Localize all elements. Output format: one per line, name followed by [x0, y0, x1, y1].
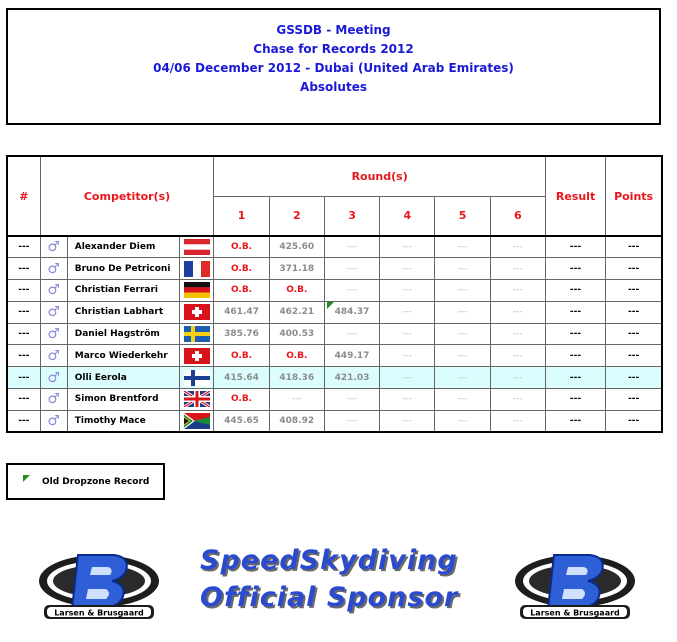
points-cell: --- — [606, 410, 662, 432]
round-1-cell: 385.76 — [214, 323, 269, 345]
round-5-cell: --- — [435, 345, 490, 367]
round-6-cell: --- — [490, 236, 545, 258]
legend-box — [6, 463, 165, 500]
round-5-header: 5 — [435, 196, 490, 236]
round-1-cell: O.B. — [214, 280, 269, 302]
rank-cell: --- — [7, 345, 40, 367]
round-3-cell: 421.03 — [324, 367, 379, 389]
results-table — [6, 155, 663, 433]
round-6-cell: --- — [490, 323, 545, 345]
round-4-cell: --- — [380, 323, 435, 345]
results-body — [7, 236, 662, 432]
male-icon: ♂ — [40, 258, 67, 280]
result-cell: --- — [545, 258, 605, 280]
sponsor-logo-left-icon — [34, 545, 164, 625]
round-value: 484.37 — [334, 307, 370, 318]
rank-cell: --- — [7, 280, 40, 302]
competitor-header: Competitor(s) — [40, 156, 214, 236]
round-2-cell: 418.36 — [269, 367, 324, 389]
round-3-cell: 449.17 — [324, 345, 379, 367]
round-5-cell: --- — [435, 367, 490, 389]
points-cell: --- — [606, 301, 662, 323]
round-3-cell: --- — [324, 323, 379, 345]
sponsor-logo-left-text: Larsen & Brusgaard — [54, 608, 144, 618]
record-marker-icon — [23, 475, 30, 482]
rank-header: # — [7, 156, 40, 236]
result-cell: --- — [545, 367, 605, 389]
round-5-cell: --- — [435, 389, 490, 411]
result-cell: --- — [545, 301, 605, 323]
male-icon: ♂ — [40, 301, 67, 323]
male-icon: ♂ — [40, 389, 67, 411]
table-row — [7, 236, 662, 258]
round-5-cell: --- — [435, 301, 490, 323]
round-6-cell: --- — [490, 389, 545, 411]
competitor-name: Olli Eerola — [67, 367, 180, 389]
round-2-cell: O.B. — [269, 345, 324, 367]
table-row — [7, 367, 662, 389]
result-cell: --- — [545, 345, 605, 367]
rank-cell: --- — [7, 301, 40, 323]
table-row — [7, 389, 662, 411]
switzerland-flag-icon — [180, 301, 214, 323]
round-3-cell — [324, 301, 379, 323]
round-6-cell: --- — [490, 410, 545, 432]
event-header — [6, 8, 661, 125]
round-4-cell: --- — [380, 301, 435, 323]
male-icon: ♂ — [40, 236, 67, 258]
round-5-cell: --- — [435, 258, 490, 280]
male-icon: ♂ — [40, 410, 67, 432]
table-row — [7, 301, 662, 323]
points-cell: --- — [606, 258, 662, 280]
uk-flag-icon — [180, 389, 214, 411]
round-2-header: 2 — [269, 196, 324, 236]
legend-label: Old Dropzone Record — [42, 477, 150, 487]
event-organization: GSSDB - Meeting — [276, 23, 391, 37]
rank-cell: --- — [7, 323, 40, 345]
points-cell: --- — [606, 280, 662, 302]
round-4-cell: --- — [380, 258, 435, 280]
rounds-header: Round(s) — [214, 156, 546, 196]
rank-cell: --- — [7, 389, 40, 411]
round-3-cell: --- — [324, 389, 379, 411]
event-date-location: 04/06 December 2012 - Dubai (United Arab Emirates) — [153, 61, 514, 75]
result-header: Result — [545, 156, 605, 236]
male-icon: ♂ — [40, 345, 67, 367]
round-6-header: 6 — [490, 196, 545, 236]
round-5-cell: --- — [435, 410, 490, 432]
round-4-cell: --- — [380, 410, 435, 432]
round-2-cell: 371.18 — [269, 258, 324, 280]
round-1-cell: 415.64 — [214, 367, 269, 389]
sponsor-line-2: Official Sponsor — [200, 582, 459, 613]
record-marker-icon — [327, 302, 334, 309]
round-2-cell: O.B. — [269, 280, 324, 302]
table-row — [7, 258, 662, 280]
sponsor-logo-right-icon — [510, 545, 640, 625]
finland-flag-icon — [180, 367, 214, 389]
rank-cell: --- — [7, 236, 40, 258]
austria-flag-icon — [180, 236, 214, 258]
rank-cell: --- — [7, 258, 40, 280]
points-header: Points — [606, 156, 662, 236]
competitor-name: Bruno De Petriconi — [67, 258, 180, 280]
round-2-cell: 425.60 — [269, 236, 324, 258]
sponsor-logo-right-text: Larsen & Brusgaard — [530, 608, 620, 618]
round-2-cell: 400.53 — [269, 323, 324, 345]
competitor-name: Timothy Mace — [67, 410, 180, 432]
rank-cell: --- — [7, 367, 40, 389]
rank-cell: --- — [7, 410, 40, 432]
round-1-cell: 461.47 — [214, 301, 269, 323]
competitor-name: Marco Wiederkehr — [67, 345, 180, 367]
round-5-cell: --- — [435, 280, 490, 302]
south-africa-flag-icon — [180, 410, 214, 432]
round-3-cell: --- — [324, 236, 379, 258]
round-4-cell: --- — [380, 367, 435, 389]
france-flag-icon — [180, 258, 214, 280]
round-3-cell: --- — [324, 410, 379, 432]
competitor-name: Daniel Hagström — [67, 323, 180, 345]
round-1-cell: O.B. — [214, 389, 269, 411]
round-2-cell: --- — [269, 389, 324, 411]
round-4-cell: --- — [380, 389, 435, 411]
male-icon: ♂ — [40, 323, 67, 345]
round-2-cell: 462.21 — [269, 301, 324, 323]
round-1-header: 1 — [214, 196, 269, 236]
round-1-cell: O.B. — [214, 258, 269, 280]
round-4-cell: --- — [380, 236, 435, 258]
round-5-cell: --- — [435, 236, 490, 258]
table-row — [7, 280, 662, 302]
sponsor-banner — [200, 542, 490, 616]
round-3-header: 3 — [324, 196, 379, 236]
event-title: Chase for Records 2012 — [253, 42, 414, 56]
points-cell: --- — [606, 367, 662, 389]
round-4-cell: --- — [380, 280, 435, 302]
points-cell: --- — [606, 236, 662, 258]
result-cell: --- — [545, 410, 605, 432]
table-row — [7, 410, 662, 432]
round-2-cell: 408.92 — [269, 410, 324, 432]
sponsor-line-1: SpeedSkydiving — [200, 545, 458, 576]
switzerland-flag-icon — [180, 345, 214, 367]
male-icon: ♂ — [40, 280, 67, 302]
points-cell: --- — [606, 389, 662, 411]
table-row — [7, 323, 662, 345]
sweden-flag-icon — [180, 323, 214, 345]
male-icon: ♂ — [40, 367, 67, 389]
round-3-cell: --- — [324, 258, 379, 280]
competitor-name: Simon Brentford — [67, 389, 180, 411]
result-cell: --- — [545, 389, 605, 411]
result-cell: --- — [545, 236, 605, 258]
germany-flag-icon — [180, 280, 214, 302]
event-category: Absolutes — [300, 80, 367, 94]
round-4-cell: --- — [380, 345, 435, 367]
round-3-cell: --- — [324, 280, 379, 302]
round-6-cell: --- — [490, 258, 545, 280]
competitor-name: Alexander Diem — [67, 236, 180, 258]
round-6-cell: --- — [490, 301, 545, 323]
result-cell: --- — [545, 280, 605, 302]
result-cell: --- — [545, 323, 605, 345]
points-cell: --- — [606, 323, 662, 345]
round-6-cell: --- — [490, 280, 545, 302]
round-6-cell: --- — [490, 367, 545, 389]
competitor-name: Christian Labhart — [67, 301, 180, 323]
round-1-cell: O.B. — [214, 345, 269, 367]
round-1-cell: 445.65 — [214, 410, 269, 432]
competitor-name: Christian Ferrari — [67, 280, 180, 302]
round-1-cell: O.B. — [214, 236, 269, 258]
table-row — [7, 345, 662, 367]
points-cell: --- — [606, 345, 662, 367]
round-5-cell: --- — [435, 323, 490, 345]
round-4-header: 4 — [380, 196, 435, 236]
round-6-cell: --- — [490, 345, 545, 367]
